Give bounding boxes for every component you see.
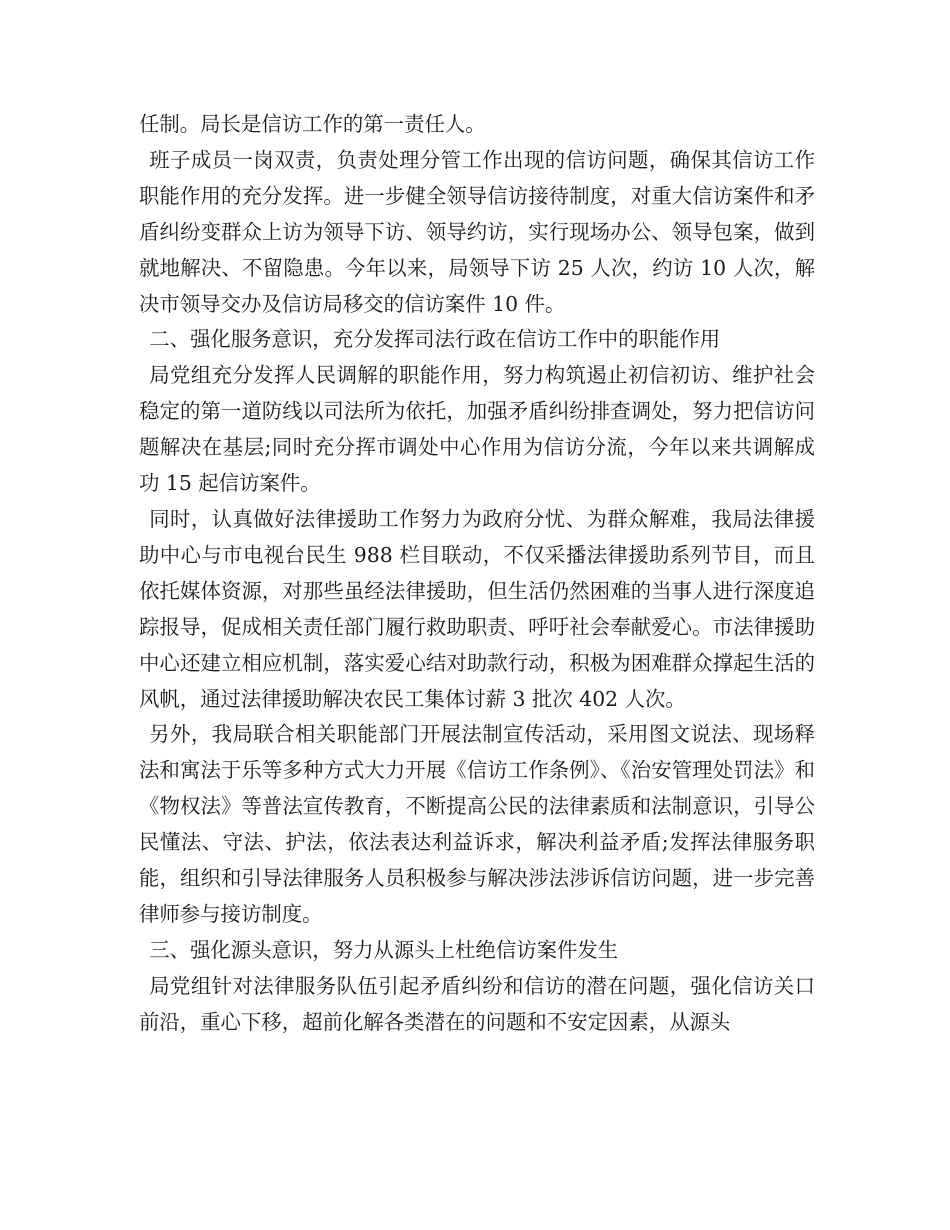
paragraph-leadership-responsibility: 班子成员一岗双责，负责处理分管工作出现的信访问题，确保其信访工作职能作用的充分发挥。进一步健全领导信访接待制度，对重大信访案件和矛盾纠纷变群众上访为领导下访、领导约访，实行现场办公、领导包案，做到就地解决、不留隐患。今年以来，局领导下访 25 人次，约访 10 人次，解决市领导交办及信访局移交的信访案件 10 件。 [139, 147, 815, 316]
paragraph-legal-publicity: 另外，我局联合相关职能部门开展法制宣传活动，采用图文说法、现场释法和寓法于乐等多种方式大力开展《信访工作条例》、《治安管理处罚法》和《物权法》等普法宣传教育，不断提高公民的法律素质和法制意识，引导公民懂法、守法、护法，依法表达利益诉求，解决利益矛盾;发挥法律服务职能，组织和引导法律服务人员积极参与解决涉法涉诉信访问题，进一步完善律师参与接访制度。 [139, 722, 815, 926]
paragraph-source-prevention: 局党组针对法律服务队伍引起矛盾纠纷和信访的潜在问题，强化信访关口前沿，重心下移，超前化解各类潜在的问题和不安定因素，从源头 [139, 973, 815, 1034]
paragraph-continuation: 任制。局长是信访工作的第一责任人。 [139, 112, 486, 136]
paragraph-legal-aid: 同时，认真做好法律援助工作努力为政府分忧、为群众解难，我局法律援助中心与市电视台民生 988 栏目联动，不仅采播法律援助系列节目，而且依托媒体资源，对那些虽经法律援助，但生活仍然困难的当事人进行深度追踪报导，促成相关责任部门履行救助职责、呼吁社会奉献爱心。市法律援助中心还建立相应机制，落实爱心结对助款行动，积极为困难群众撑起生活的风帆，通过法律援助解决农民工集体讨薪 3 批次 402 人次。 [139, 506, 815, 711]
paragraph-mediation: 局党组充分发挥人民调解的职能作用，努力构筑遏止初信初访、维护社会稳定的第一道防线以司法所为依托，加强矛盾纠纷排查调处，努力把信访问题解决在基层;同时充分挥市调处中心作用为信访分流，今年以来共调解成功 15 起信访案件。 [139, 363, 815, 496]
section-heading-3: 三、强化源头意识，努力从源头上杜绝信访案件发生 [149, 937, 619, 962]
section-heading-2: 二、强化服务意识，充分发挥司法行政在信访工作中的职能作用 [149, 327, 721, 352]
document-body [139, 107, 815, 1041]
